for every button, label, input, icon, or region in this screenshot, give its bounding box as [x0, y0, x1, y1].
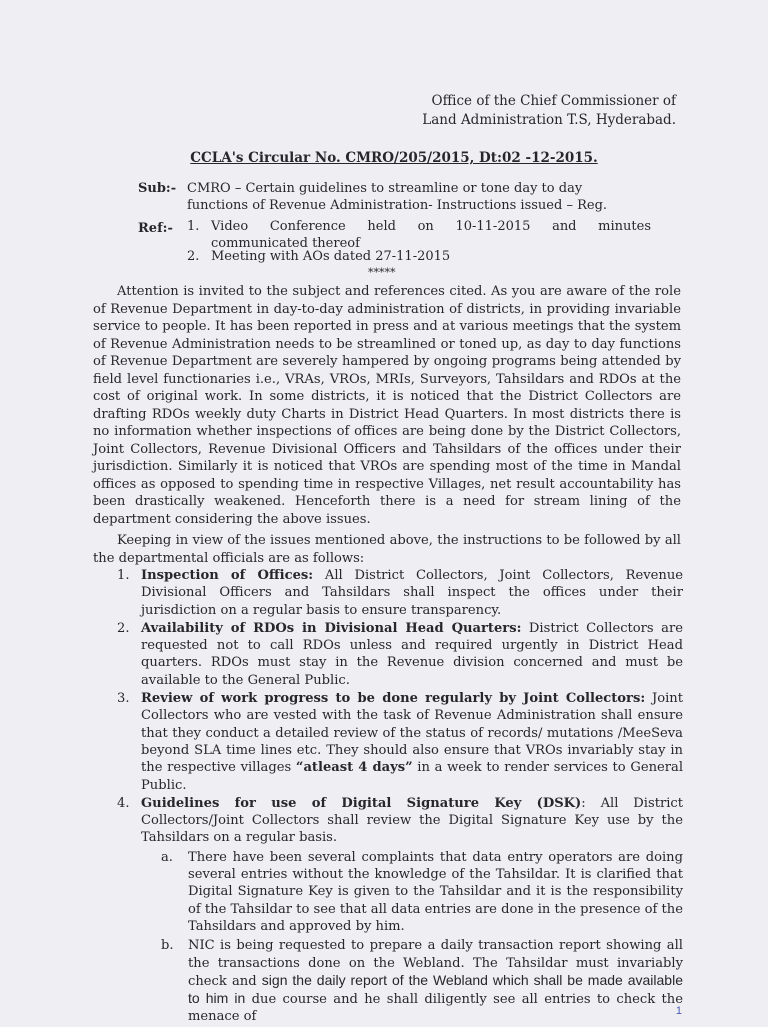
- dsk-sublist: [141, 849, 683, 1026]
- reference-1-line: Video Conference held on 10-11-2015 and minutes: [211, 219, 651, 234]
- instruction-heading: Availability of RDOs in Divisional Head Quarters:: [141, 620, 522, 636]
- instruction-heading: Guidelines for use of Digital Signature Key (DSK): [141, 795, 582, 811]
- office-line-2: Land Administration T.S, Hyderabad.: [422, 112, 676, 128]
- instruction-item-3: 3. Review of work progress to be done regularly by Joint Collectors: Joint Collectors who are vested with the task of Revenue Administration shall ensure that they conduct a detailed review of the status of records/ mutations /MeeSeva beyond SLA time lines etc. They should also ensure that VROs invariably stay in the respective villages “atleast 4 days” in a week to render services to General Public.: [117, 691, 684, 793]
- subject-text: CMRO – Certain guidelines to streamline or tone day to day functions of Revenue Administration- Instructions issued – Reg.: [187, 181, 608, 213]
- instruction-heading: Inspection of Offices:: [141, 568, 314, 583]
- instruction-heading: Review of work progress to be done regularly by Joint Collectors:: [141, 691, 646, 707]
- reference-item-1: 1. Video Conference held on 10-11-2015 and minutes communicated thereof: [187, 219, 651, 251]
- page-number: 1: [675, 1005, 682, 1017]
- instruction-item-1: 1. Inspection of Offices: All District Collectors, Joint Collectors, Revenue Divisional Officers and Tahsildars shall inspect the offices under their jurisdiction on a regular basis to ensure transparency.: [117, 568, 683, 618]
- circular-title: CCLA's Circular No. CMRO/205/2015, Dt:02 -12-2015.: [190, 150, 598, 166]
- paragraph-attention: Attention is invited to the subject and references cited. As you are aware of the role of Revenue Department in day-to-day administration of districts, in providing invariable service to people. It has been reported in press and at various meetings that the system of Revenue Administration needs to be streamlined or toned up, as day to day functions of Revenue Department are severely hampered by ongoing programs being attended by field level functionaries i.e., VRAs, VROs, MRIs, Surveyors, Tahsildars and RDOs at the cost of original work. In some districts, it is noticed that the District Collectors are drafting RDOs weekly duty Charts in District Head Quarters. In most districts there is no information whether inspections of offices are being done by the District Collectors, Joint Collectors, Revenue Divisional Officers and Tahsildars of the offices under their jurisdiction. Similarly it is noticed that VROs are spending most of the time in Mandal offices as opposed to spending time in respective Villages, net result accountability has been drastically weakened. Henceforth there is a need for stream lining of the department considering the above issues.: [93, 284, 681, 527]
- emphasis-text: “atleast 4 days”: [295, 760, 413, 776]
- subject-label: Sub:-: [138, 181, 177, 196]
- instruction-item-4: 4. Guidelines for use of Digital Signature Key (DSK): All District Collectors/Joint Collectors shall review the Digital Signature Key use by the Tahsildars on a regular basis. a. There have been several complaints that data entry operators are doing several entries without the knowledge of the Tahsildar. It is clarified that Digital Signature Key is given to the Tahsildar and it is the responsibility of the Tahsildar to see that all data entries are done in the presence of the Tahsildars and approved by him. b. NIC is being requested to prepare a daily transaction report showing all the transactions done on the Webland. The Tahsildar must invariably check and sign the daily report of the Webland which shall be made available to him in due course and he shall diligently see all entries to check the menace of: [117, 795, 684, 1025]
- paragraph-instructions-intro: Keeping in view of the issues mentioned above, the instructions to be followed by all the departmental officials are as follows:: [93, 533, 681, 566]
- reference-label: Ref:-: [138, 221, 173, 236]
- sub-item-a: a. There have been several complaints that data entry operators are doing several entries without the knowledge of the Tahsildar. It is clarified that Digital Signature Key is given to the Tahsildar and it is the responsibility of the Tahsildar to see that all data entries are done in the presence of the Tahsildars and approved by him.: [161, 849, 683, 934]
- instruction-list: [93, 567, 683, 1027]
- office-line-1: Office of the Chief Commissioner of: [431, 93, 676, 109]
- instruction-item-2: 2. Availability of RDOs in Divisional Head Quarters: District Collectors are requested not to call RDOs unless and required urgently in District Head quarters. RDOs must stay in the Revenue division concerned and must be available to the General Public.: [117, 620, 683, 688]
- circular-number: CCLA's Circular No. CMRO/205/2015, Dt:02 -12-2015: [190, 150, 594, 166]
- office-address: [346, 92, 676, 130]
- separator: *****: [368, 266, 396, 279]
- sub-item-b: b. NIC is being requested to prepare a daily transaction report showing all the transactions done on the Webland. The Tahsildar must invariably check and sign the daily report of the Webland which shall be made available to him in due course and he shall diligently see all entries to check the menace of: [161, 938, 683, 1025]
- reference-item-2: 2. Meeting with AOs dated 27-11-2015: [187, 249, 451, 264]
